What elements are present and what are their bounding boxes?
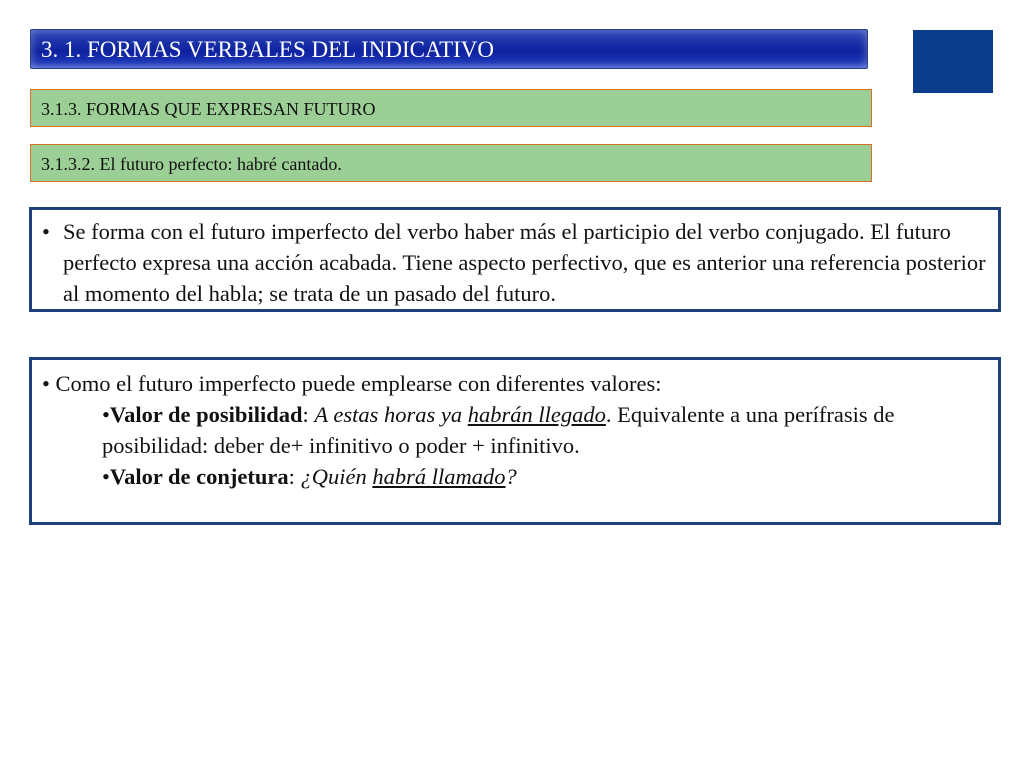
values-intro: • Como el futuro imperfecto puede emplearse con diferentes valores:	[42, 371, 662, 396]
definition-box	[29, 207, 1001, 312]
separator: :	[302, 402, 315, 427]
example-suffix: ?	[505, 464, 517, 489]
topic-header	[30, 144, 872, 182]
subsection-header-text: 3.1.3. FORMAS QUE EXPRESAN FUTURO	[41, 99, 376, 119]
separator: :	[288, 464, 301, 489]
topic-header-text: 3.1.3.2. El futuro perfecto: habré cantado.	[41, 154, 342, 174]
values-box	[29, 357, 1001, 525]
value-conjecture	[42, 461, 988, 492]
corner-logo-square	[913, 30, 993, 93]
section-title	[30, 29, 868, 69]
subsection-header	[30, 89, 872, 127]
value-possibility	[42, 399, 988, 461]
value-label: Valor de posibilidad	[109, 402, 303, 427]
example-prefix: ¿Quién	[300, 464, 373, 489]
example-text	[301, 464, 517, 489]
value-description: . Equivalente a una perífrasis de posibilidad: deber de+ infinitivo o poder + infinitivo.	[102, 402, 895, 458]
example-prefix: A estas horas ya	[314, 402, 468, 427]
definition-bullet	[42, 216, 988, 309]
bullet-icon: •	[42, 219, 50, 244]
example-verb: habrá llamado	[372, 464, 506, 489]
value-label: Valor de conjetura	[109, 464, 289, 489]
example-verb: habrán llegado	[467, 402, 606, 427]
definition-text: Se forma con el futuro imperfecto del verbo haber más el participio del verbo conjugado. El futuro perfecto expresa una acción acabada. Tiene aspecto perfectivo, que es anterior una referencia posterior al momento del habla; se trata de un pasado del futuro.	[63, 219, 986, 306]
example-text	[314, 402, 605, 427]
bullet-icon: •	[102, 464, 110, 489]
section-title-text: 3. 1. FORMAS VERBALES DEL INDICATIVO	[41, 37, 494, 62]
bullet-icon: •	[102, 402, 110, 427]
